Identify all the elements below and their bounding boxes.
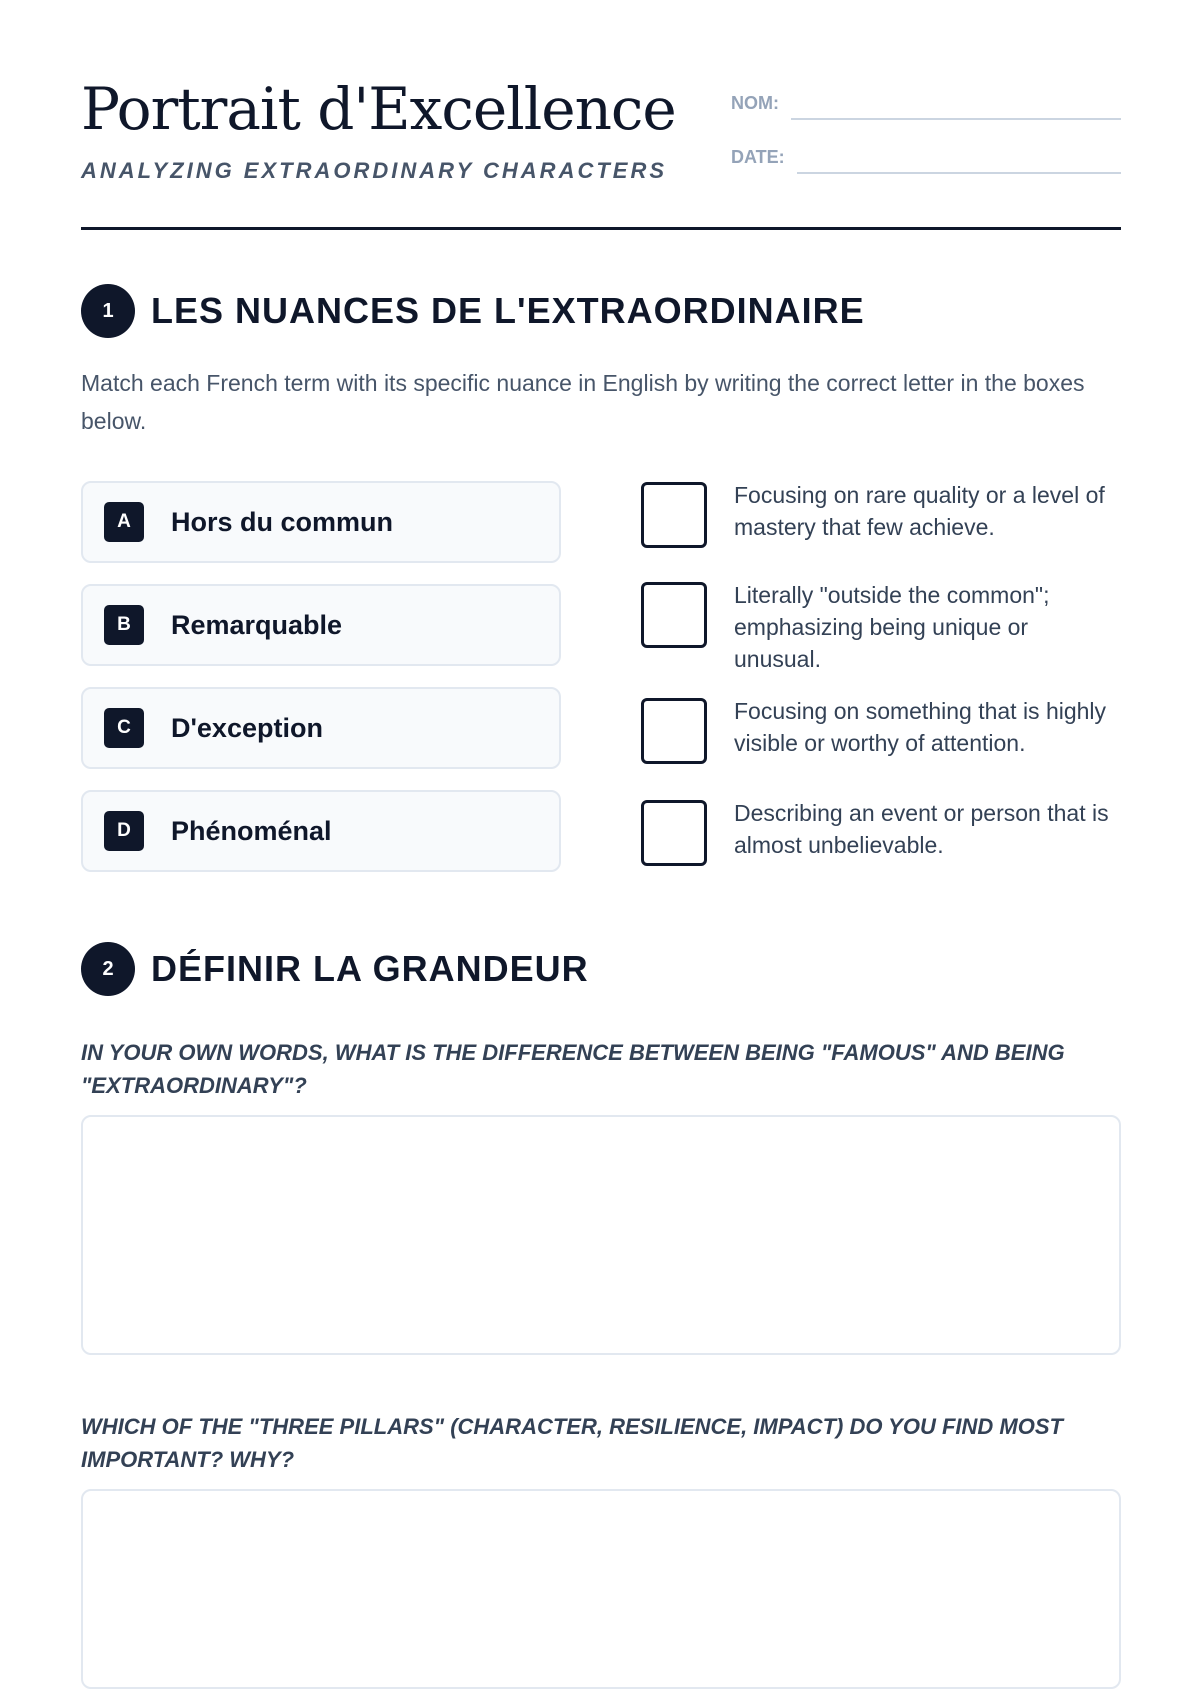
name-row: [731, 88, 1121, 120]
term-text: Hors du commun: [171, 506, 394, 537]
definition-text: Describing an event or person that is almost unbelievable.: [734, 800, 1109, 858]
student-info: [731, 88, 1121, 196]
section-2-number: 2: [81, 942, 135, 996]
date-label: DATE:: [731, 147, 785, 167]
section-1-title: LES NUANCES DE L'EXTRAORDINAIRE: [151, 290, 865, 331]
answer-area-2[interactable]: [81, 1489, 1121, 1689]
page-title: Portrait d'Excellence: [81, 75, 676, 143]
answer-box-1[interactable]: [641, 482, 707, 548]
section-1-instructions: Match each French term with its specific nuance in English by writing the correct letter in the boxes below.: [81, 370, 1085, 434]
definition-text: Focusing on something that is highly visible or worthy of attention.: [734, 698, 1107, 756]
definition-text: Literally "outside the common"; emphasizing being unique or unusual.: [734, 582, 1050, 672]
term-card-a: [81, 481, 561, 563]
question-2: WHICH OF THE "THREE PILLARS" (CHARACTER, RESILIENCE, IMPACT) DO YOU FIND MOST IMPORTANT? WHY?: [81, 1414, 1063, 1472]
date-row: [731, 142, 1121, 174]
section-1-heading: [81, 284, 865, 338]
section-2-heading: [81, 942, 589, 996]
answer-box-3[interactable]: [641, 698, 707, 764]
answer-box-2[interactable]: [641, 582, 707, 648]
section-1-number: 1: [81, 284, 135, 338]
answer-box-4[interactable]: [641, 800, 707, 866]
name-field[interactable]: [791, 94, 1121, 120]
definition-row-4: [641, 800, 1114, 866]
term-letter-badge: C: [104, 708, 144, 748]
term-text: D'exception: [171, 712, 323, 743]
definition-row-2: [641, 582, 1114, 675]
term-text: Remarquable: [171, 609, 343, 640]
term-letter-badge: D: [104, 811, 144, 851]
answer-area-1[interactable]: [81, 1115, 1121, 1355]
question-1: IN YOUR OWN WORDS, WHAT IS THE DIFFERENCE BETWEEN BEING "FAMOUS" AND BEING "EXTRAORDINARY"?: [81, 1040, 1065, 1098]
worksheet-header: [81, 0, 1121, 230]
worksheet-page: [81, 0, 1121, 1472]
term-text: Phénoménal: [171, 815, 332, 846]
definition-row-3: [641, 698, 1114, 764]
section-2-title: DÉFINIR LA GRANDEUR: [151, 948, 589, 989]
term-list: [81, 481, 561, 893]
term-letter-badge: A: [104, 502, 144, 542]
definition-row-1: [641, 482, 1114, 548]
name-label: NOM:: [731, 93, 779, 113]
term-letter-badge: B: [104, 605, 144, 645]
term-card-d: [81, 790, 561, 872]
date-field[interactable]: [797, 148, 1121, 174]
definition-text: Focusing on rare quality or a level of mastery that few achieve.: [734, 482, 1105, 540]
term-card-b: [81, 584, 561, 666]
page-subtitle: ANALYZING EXTRAORDINARY CHARACTERS: [81, 158, 668, 183]
term-card-c: [81, 687, 561, 769]
